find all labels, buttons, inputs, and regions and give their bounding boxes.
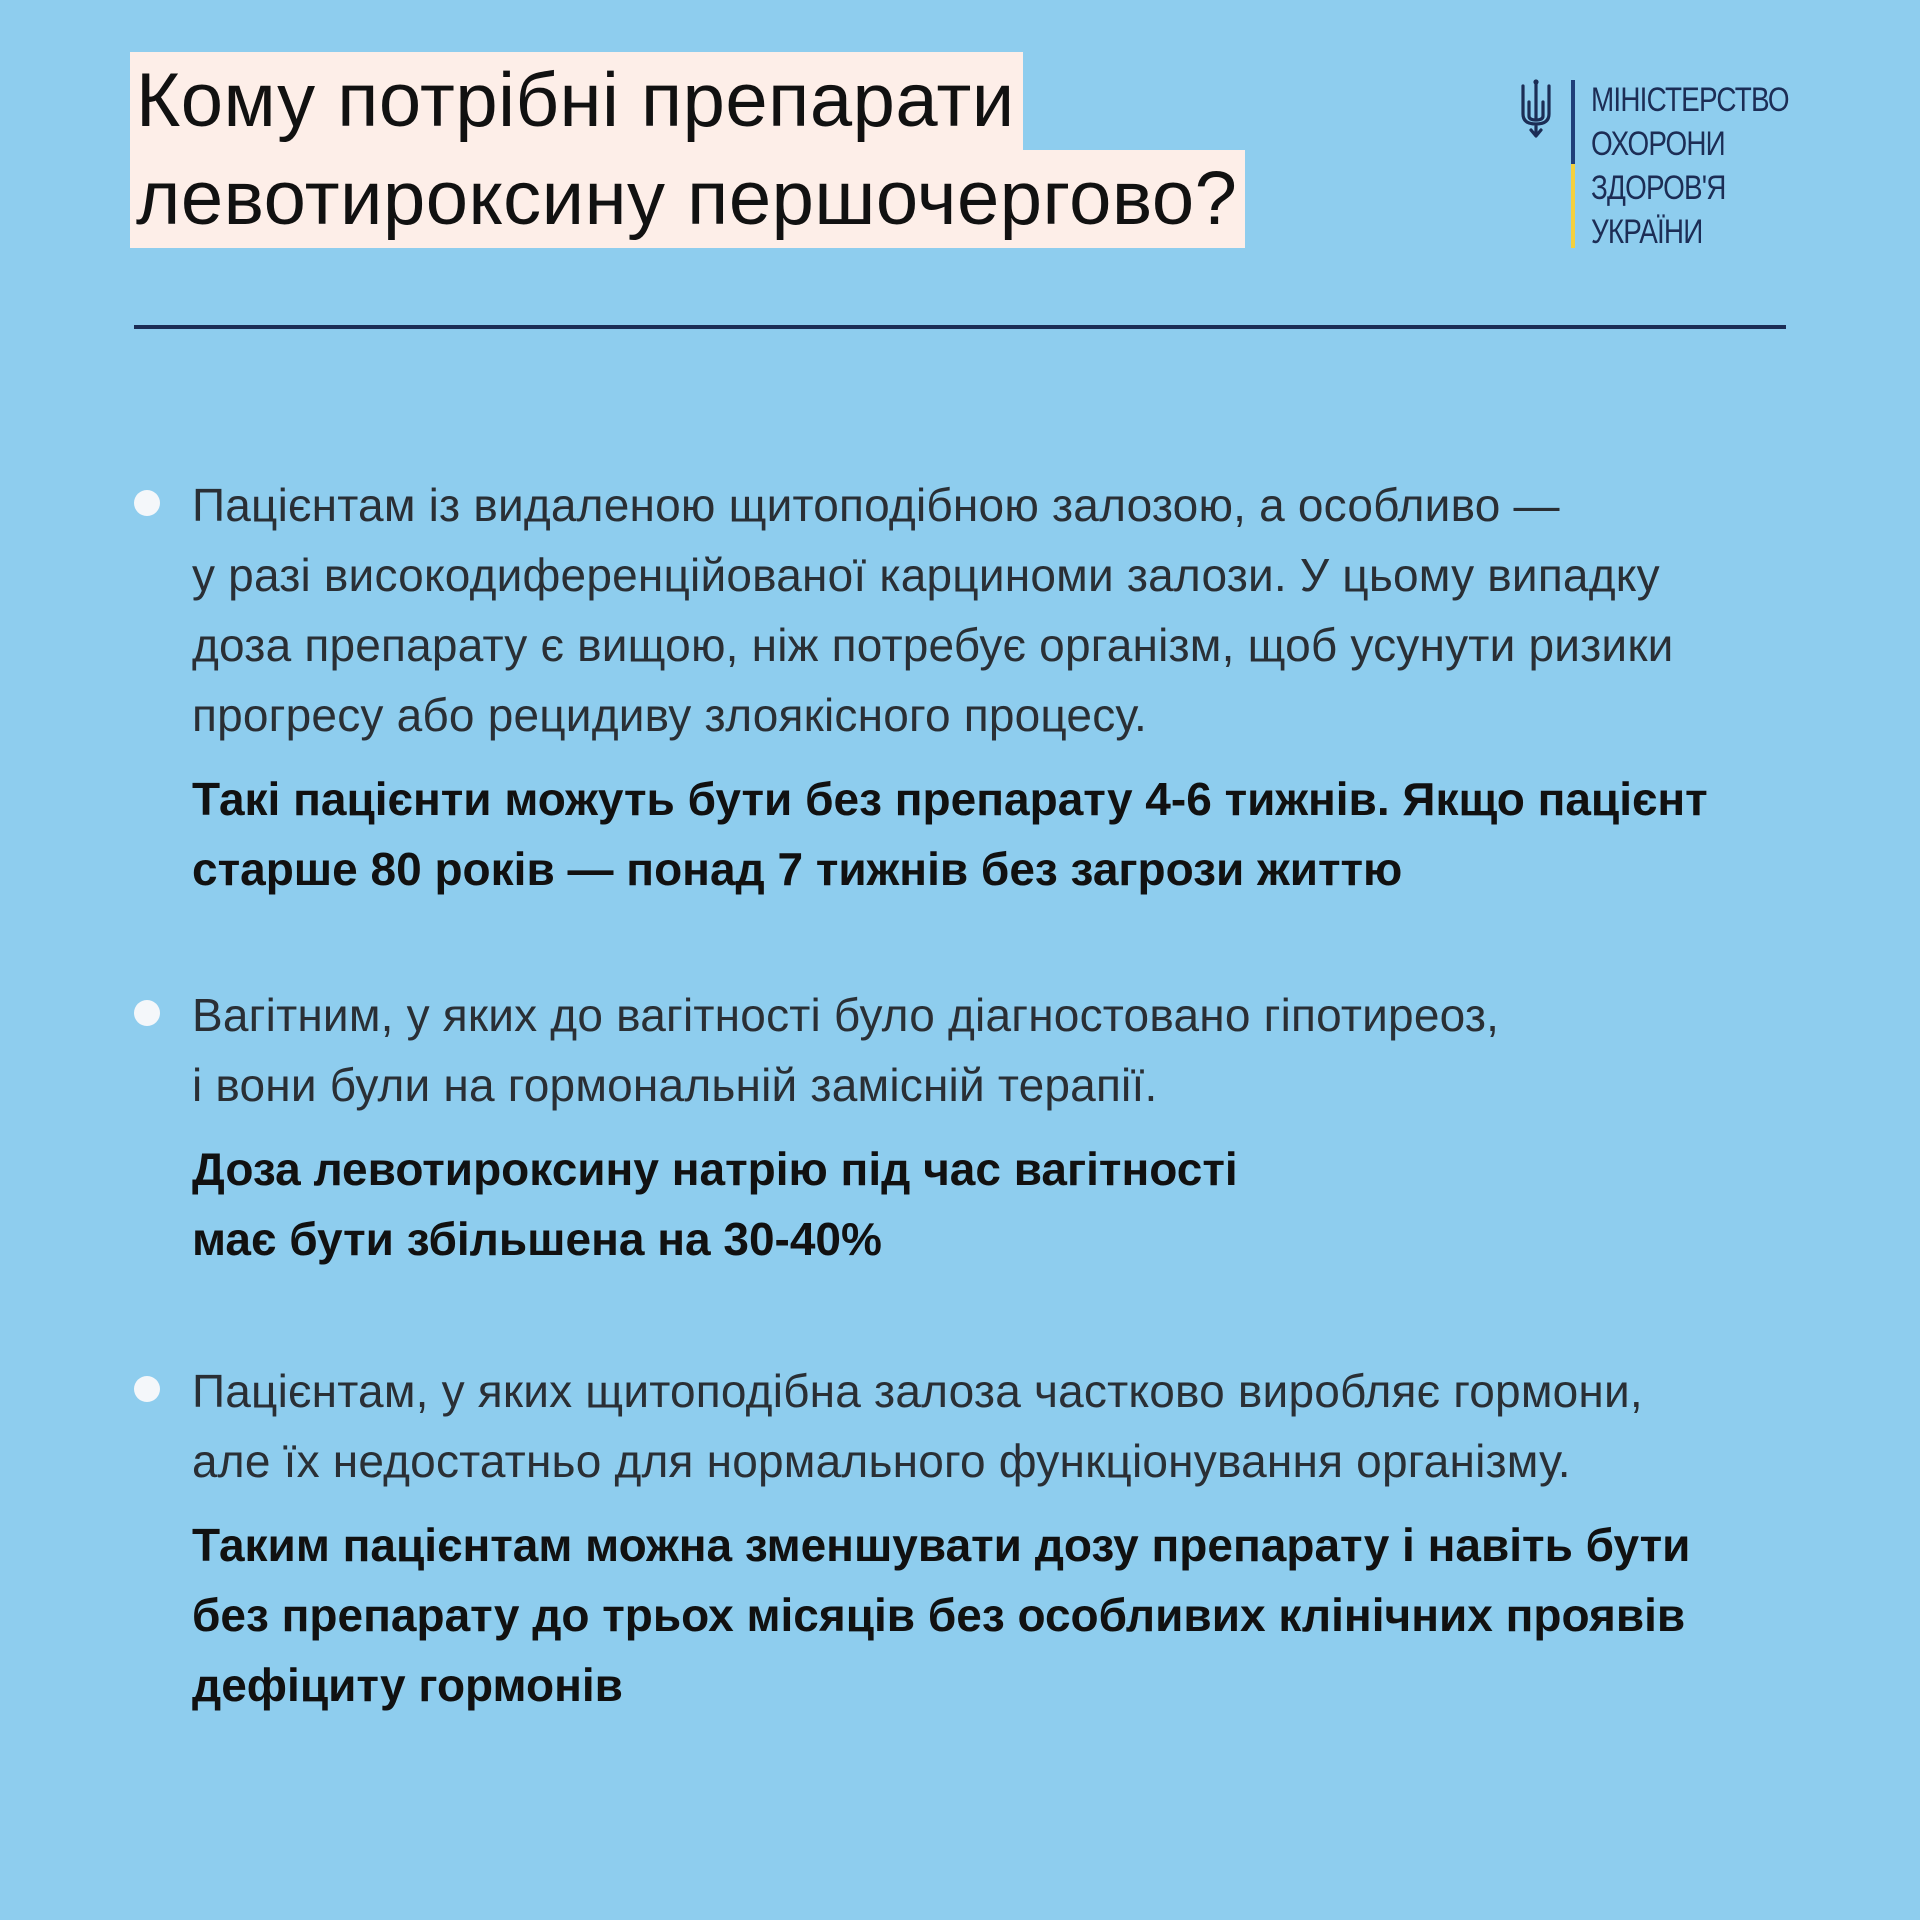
ministry-name [1591,78,1789,254]
list-item-emphasis: Доза левотироксину натрію під час вагітності має бути збільшена на 30-40% [192,1143,1238,1265]
trident-icon [1515,78,1557,138]
list-item-text: Пацієнтам із видаленою щитоподібною залозою, а особливо — у разі високодиференційованої карциноми залози. У цьому випадку доза препарату є вищою, ніж потребує організм, щоб усунути ризики прогресу або рецидиву злоякісного процесу. [192,479,1674,741]
page-title [130,52,1410,248]
title-line-1: Кому потрібні препарати [130,52,1023,150]
list-item-emphasis: Такі пацієнти можуть бути без препарату 4-6 тижнів. Якщо пацієнт старше 80 років — понад 7 тижнів без загрози життю [192,773,1708,895]
list-item-text: Вагітним, у яких до вагітності було діагностовано гіпотиреоз, і вони були на гормональній замісній терапії. [192,989,1500,1111]
bullet-icon [134,1000,160,1026]
header-divider [134,325,1786,329]
title-line-2: левотироксину першочергово? [130,150,1245,248]
bullet-icon [134,490,160,516]
list-item [130,470,1872,904]
ministry-name-line-3: ЗДОРОВ'Я [1591,169,1726,207]
list-item-text: Пацієнтам, у яких щитоподібна залоза частково виробляє гормони, але їх недостатньо для нормального функціонування організму. [192,1365,1643,1487]
ministry-name-line-2: ОХОРОНИ [1591,125,1725,163]
list-item [130,980,1872,1274]
ministry-name-line-4: УКРАЇНИ [1591,213,1703,251]
list-item-emphasis: Таким пацієнтам можна зменшувати дозу препарату і навіть бути без препарату до трьох місяців без особливих клінічних проявів дефіциту гормонів [192,1519,1691,1711]
bullet-icon [134,1376,160,1402]
list-item [130,1356,1872,1720]
flag-bar [1571,80,1575,248]
ministry-logo [1515,78,1795,251]
ministry-name-line-1: МІНІСТЕРСТВО [1591,81,1789,119]
